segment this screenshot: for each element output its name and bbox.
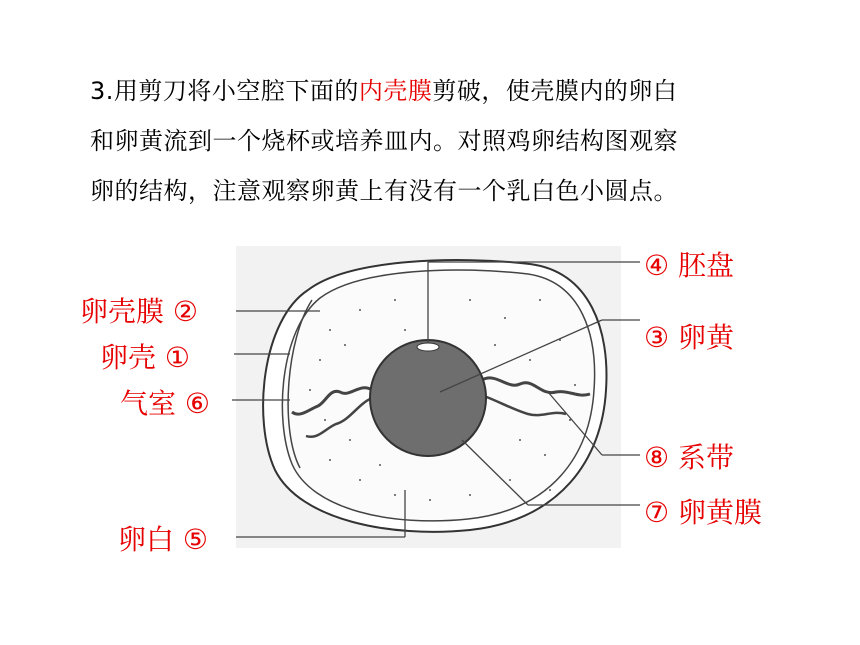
highlight-inner-membrane: 内壳膜 (358, 77, 433, 105)
label-germinal-disc: ④ 胚盘 (644, 249, 735, 282)
label-air-cell: 气室 ⑥ (120, 387, 211, 420)
paragraph-line-3: 卵的结构，注意观察卵黄上有没有一个乳白色小圆点。 (90, 177, 678, 205)
label-vitelline-membrane: ⑦ 卵黄膜 (644, 496, 763, 529)
label-albumen: 卵白 ⑤ (118, 523, 209, 556)
label-shell-membrane: 卵壳膜 ② (80, 295, 199, 328)
label-chalaza: ⑧ 系带 (644, 441, 735, 474)
label-shell: 卵壳 ① (100, 341, 191, 374)
line1-prefix: 3.用剪刀将小空腔下面的 (90, 77, 359, 105)
germinal-disc (417, 343, 439, 351)
paragraph-line-2: 和卵黄流到一个烧杯或培养皿内。对照鸡卵结构图观察 (90, 127, 678, 155)
yolk (370, 340, 486, 456)
line1-suffix: 剪破，使壳膜内的卵白 (432, 77, 678, 105)
label-yolk: ③ 卵黄 (644, 321, 735, 354)
